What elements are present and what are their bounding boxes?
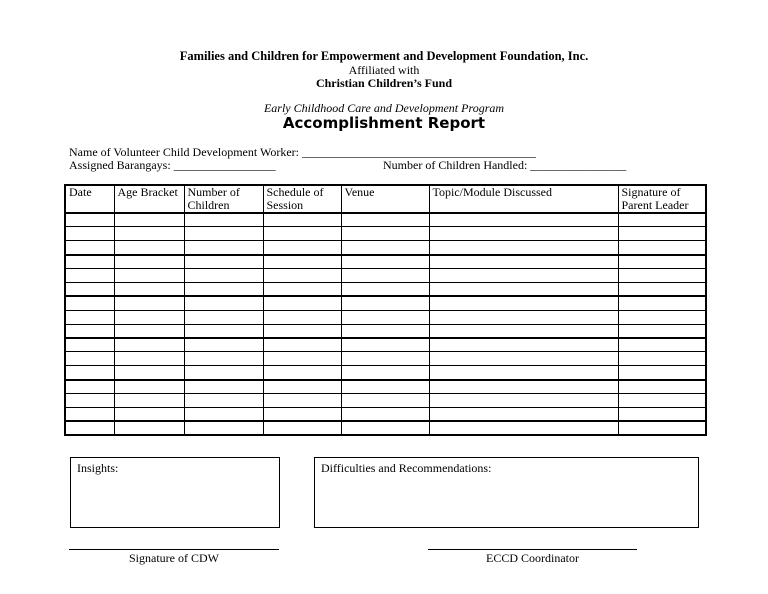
table-cell[interactable] bbox=[114, 393, 184, 407]
table-cell[interactable] bbox=[65, 241, 114, 255]
column-header-number-of-children: Number of Children bbox=[184, 185, 263, 213]
table-cell[interactable] bbox=[429, 213, 618, 227]
table-cell[interactable] bbox=[618, 227, 706, 241]
table-cell[interactable] bbox=[429, 421, 618, 435]
table-cell[interactable] bbox=[114, 213, 184, 227]
table-cell[interactable] bbox=[114, 324, 184, 338]
table-cell[interactable] bbox=[65, 282, 114, 296]
table-cell[interactable] bbox=[429, 393, 618, 407]
table-cell[interactable] bbox=[65, 352, 114, 366]
cdw-signature-line[interactable] bbox=[69, 549, 279, 550]
table-cell[interactable] bbox=[184, 407, 263, 421]
table-cell[interactable] bbox=[618, 310, 706, 324]
table-cell[interactable] bbox=[184, 296, 263, 310]
table-cell[interactable] bbox=[429, 227, 618, 241]
table-cell[interactable] bbox=[341, 407, 429, 421]
table-cell[interactable] bbox=[114, 282, 184, 296]
table-cell[interactable] bbox=[263, 255, 341, 269]
table-cell[interactable] bbox=[341, 296, 429, 310]
table-cell[interactable] bbox=[65, 324, 114, 338]
table-cell[interactable] bbox=[263, 393, 341, 407]
table-cell[interactable] bbox=[429, 366, 618, 380]
table-cell[interactable] bbox=[618, 255, 706, 269]
table-cell[interactable] bbox=[429, 269, 618, 283]
table-cell[interactable] bbox=[184, 269, 263, 283]
children-handled-field[interactable]: Number of Children Handled: ________________ bbox=[383, 158, 627, 172]
table-cell[interactable] bbox=[114, 380, 184, 394]
table-cell[interactable] bbox=[341, 213, 429, 227]
column-header-date: Date bbox=[65, 185, 114, 213]
coordinator-signature-line[interactable] bbox=[428, 549, 637, 550]
table-cell[interactable] bbox=[263, 213, 341, 227]
insights-label: Insights: bbox=[77, 461, 119, 475]
column-header-schedule: Schedule of Session bbox=[263, 185, 341, 213]
table-cell[interactable] bbox=[263, 227, 341, 241]
table-cell[interactable] bbox=[114, 407, 184, 421]
coordinator-signature-label: ECCD Coordinator bbox=[486, 551, 579, 565]
column-header-venue: Venue bbox=[341, 185, 429, 213]
table-cell[interactable] bbox=[429, 380, 618, 394]
table-cell[interactable] bbox=[114, 338, 184, 352]
table-cell[interactable] bbox=[341, 338, 429, 352]
table-cell[interactable] bbox=[114, 296, 184, 310]
table-cell[interactable] bbox=[184, 338, 263, 352]
table-row bbox=[65, 255, 706, 269]
table-cell[interactable] bbox=[114, 352, 184, 366]
table-cell[interactable] bbox=[263, 352, 341, 366]
difficulties-label: Difficulties and Recommendations: bbox=[321, 461, 492, 475]
table-cell[interactable] bbox=[263, 407, 341, 421]
table-cell[interactable] bbox=[65, 227, 114, 241]
affiliate-name: Christian Children’s Fund bbox=[315, 76, 453, 90]
table-row bbox=[65, 241, 706, 255]
table-cell[interactable] bbox=[184, 227, 263, 241]
table-cell[interactable] bbox=[429, 255, 618, 269]
insights-box[interactable] bbox=[70, 457, 280, 528]
table-cell[interactable] bbox=[65, 366, 114, 380]
table-cell[interactable] bbox=[263, 366, 341, 380]
table-cell[interactable] bbox=[114, 269, 184, 283]
table-cell[interactable] bbox=[114, 255, 184, 269]
affiliated-with-label: Affiliated with bbox=[348, 63, 420, 77]
table-cell[interactable] bbox=[618, 393, 706, 407]
table-cell[interactable] bbox=[184, 241, 263, 255]
table-row bbox=[65, 227, 706, 241]
table-cell[interactable] bbox=[114, 227, 184, 241]
table-row bbox=[65, 338, 706, 352]
table-cell[interactable] bbox=[429, 282, 618, 296]
table-cell[interactable] bbox=[263, 380, 341, 394]
table-cell[interactable] bbox=[341, 282, 429, 296]
table-cell[interactable] bbox=[341, 269, 429, 283]
table-cell[interactable] bbox=[65, 393, 114, 407]
table-row bbox=[65, 310, 706, 324]
table-cell[interactable] bbox=[114, 310, 184, 324]
table-cell[interactable] bbox=[114, 421, 184, 435]
table-cell[interactable] bbox=[184, 213, 263, 227]
column-header-signature: Signature of Parent Leader bbox=[618, 185, 706, 213]
table-cell[interactable] bbox=[65, 338, 114, 352]
table-cell[interactable] bbox=[341, 241, 429, 255]
table-row bbox=[65, 324, 706, 338]
table-cell[interactable] bbox=[618, 296, 706, 310]
table-cell[interactable] bbox=[114, 366, 184, 380]
table-cell[interactable] bbox=[65, 380, 114, 394]
table-cell[interactable] bbox=[65, 255, 114, 269]
table-cell[interactable] bbox=[618, 366, 706, 380]
table-cell[interactable] bbox=[618, 352, 706, 366]
table-row bbox=[65, 380, 706, 394]
table-cell[interactable] bbox=[114, 241, 184, 255]
table-row bbox=[65, 352, 706, 366]
table-cell[interactable] bbox=[263, 310, 341, 324]
organization-name: Families and Children for Empowerment and Development Foundation, Inc. bbox=[179, 49, 589, 63]
table-row bbox=[65, 269, 706, 283]
table-cell[interactable] bbox=[618, 380, 706, 394]
table-cell[interactable] bbox=[65, 310, 114, 324]
table-cell[interactable] bbox=[429, 324, 618, 338]
table-cell[interactable] bbox=[341, 255, 429, 269]
table-cell[interactable] bbox=[65, 407, 114, 421]
table-cell[interactable] bbox=[184, 255, 263, 269]
table-cell[interactable] bbox=[184, 310, 263, 324]
table-cell[interactable] bbox=[341, 310, 429, 324]
table-row bbox=[65, 282, 706, 296]
page-title: Accomplishment Report bbox=[282, 114, 486, 132]
table-cell[interactable] bbox=[184, 380, 263, 394]
table-row bbox=[65, 366, 706, 380]
table-cell[interactable] bbox=[618, 338, 706, 352]
table-cell[interactable] bbox=[341, 380, 429, 394]
table-cell[interactable] bbox=[429, 407, 618, 421]
table-cell[interactable] bbox=[263, 324, 341, 338]
table-cell[interactable] bbox=[429, 352, 618, 366]
worker-name-field[interactable]: Name of Volunteer Child Development Worker: _______________________________________ bbox=[69, 145, 536, 159]
table-cell[interactable] bbox=[184, 282, 263, 296]
table-cell[interactable] bbox=[341, 227, 429, 241]
table-cell[interactable] bbox=[263, 241, 341, 255]
table-cell[interactable] bbox=[618, 407, 706, 421]
table-cell[interactable] bbox=[618, 324, 706, 338]
table-cell[interactable] bbox=[429, 310, 618, 324]
table-cell[interactable] bbox=[184, 366, 263, 380]
table-row bbox=[65, 407, 706, 421]
table-row bbox=[65, 393, 706, 407]
program-name: Early Childhood Care and Development Program bbox=[263, 101, 505, 115]
table-cell[interactable] bbox=[65, 421, 114, 435]
table-cell[interactable] bbox=[263, 338, 341, 352]
difficulties-box[interactable] bbox=[314, 457, 699, 528]
table-cell[interactable] bbox=[65, 296, 114, 310]
table-cell[interactable] bbox=[341, 366, 429, 380]
assigned-barangays-field[interactable]: Assigned Barangays: _________________ bbox=[69, 158, 276, 172]
table-cell[interactable] bbox=[341, 324, 429, 338]
table-cell[interactable] bbox=[65, 269, 114, 283]
table-cell[interactable] bbox=[618, 213, 706, 227]
table-cell[interactable] bbox=[618, 421, 706, 435]
table-cell[interactable] bbox=[184, 324, 263, 338]
column-header-topic: Topic/Module Discussed bbox=[429, 185, 618, 213]
table-cell[interactable] bbox=[429, 338, 618, 352]
table-row bbox=[65, 421, 706, 435]
table-cell[interactable] bbox=[263, 421, 341, 435]
table-cell[interactable] bbox=[263, 296, 341, 310]
table-cell[interactable] bbox=[429, 241, 618, 255]
table-cell[interactable] bbox=[65, 213, 114, 227]
table-cell[interactable] bbox=[263, 269, 341, 283]
table-row bbox=[65, 296, 706, 310]
table-cell[interactable] bbox=[341, 421, 429, 435]
table-cell[interactable] bbox=[184, 393, 263, 407]
table-cell[interactable] bbox=[618, 282, 706, 296]
table-cell[interactable] bbox=[618, 241, 706, 255]
table-cell[interactable] bbox=[341, 393, 429, 407]
table-cell[interactable] bbox=[429, 296, 618, 310]
table-cell[interactable] bbox=[184, 421, 263, 435]
table-header-row bbox=[65, 185, 706, 213]
column-header-age-bracket: Age Bracket bbox=[114, 185, 184, 213]
accomplishment-table bbox=[64, 184, 707, 436]
table-cell[interactable] bbox=[184, 352, 263, 366]
table-row bbox=[65, 213, 706, 227]
table-cell[interactable] bbox=[618, 269, 706, 283]
table-cell[interactable] bbox=[263, 282, 341, 296]
cdw-signature-label: Signature of CDW bbox=[129, 551, 219, 565]
table-cell[interactable] bbox=[341, 352, 429, 366]
